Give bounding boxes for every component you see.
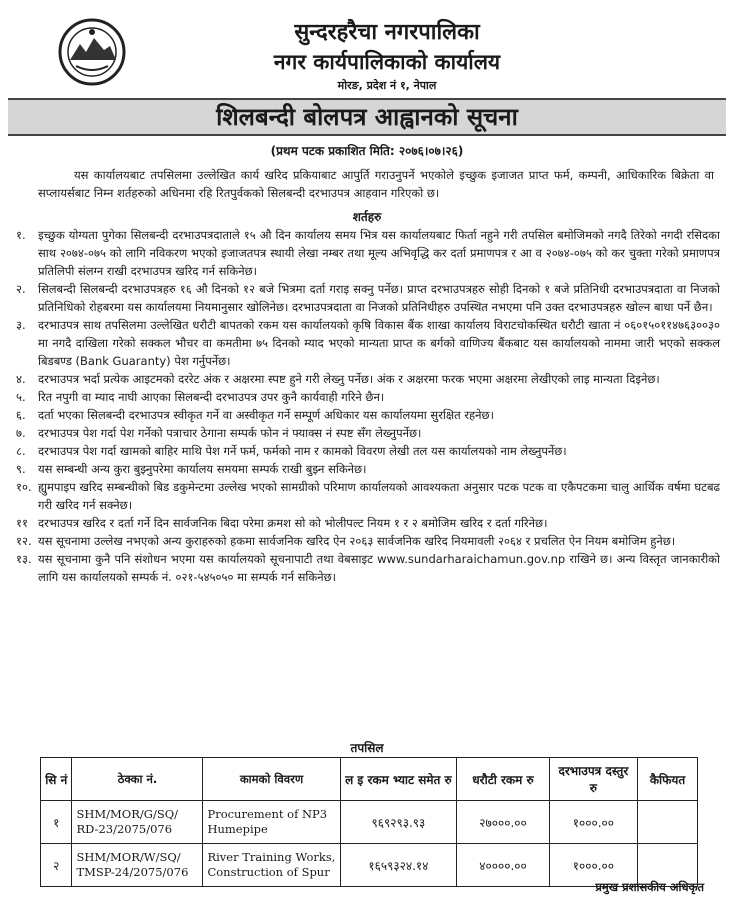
condition-text: यस सम्बन्धी अन्य कुरा बुझ्नुपरेमा कार्यालय समयमा सम्पर्क राखी बुझ्न सकिनेछ। <box>38 462 367 476</box>
condition-text: दरभाउपत्र भर्दा प्रत्येक आइटमको दररेट अंक र अक्षरमा स्पष्ट हुने गरी लेख्नु पर्नेछ। अंक र अक्षरमा फरक भएमा अक्षरमा लेखीएको लाइ मान्यता दिइनेछ। <box>38 372 660 386</box>
condition-item <box>16 478 720 514</box>
condition-item <box>16 370 720 388</box>
cell-contract-no: SHM/MOR/W/SQ/ TMSP-24/2075/076 <box>72 844 203 887</box>
office-name: नगर कार्यपालिकाको कार्यालय <box>273 50 501 74</box>
condition-number: १०. <box>16 480 32 494</box>
cell-sn: १ <box>41 801 72 844</box>
condition-number: ३. <box>16 318 26 332</box>
header-amount: ल इ रकम भ्याट समेत रु <box>340 758 457 801</box>
letterhead <box>0 8 734 94</box>
condition-item <box>16 280 720 316</box>
condition-text: दरभाउपत्र पेश गर्दा खामको बाहिर माथि पेश गर्ने फर्म, फर्मको नाम र कामको विवरण लेखी तल यस कार्यालयको नाम लेख्नुपर्नेछ। <box>38 444 567 458</box>
condition-number: १३. <box>16 552 32 566</box>
header-deposit: धरौटी रकम रु <box>457 758 549 801</box>
condition-text: सिलबन्दी सिलबन्दी दरभाउपत्रहरु १६ औ दिनको १२ बजे भित्रमा दर्ता गराइ सक्नु पर्नेछ। प्राप्त दरभाउपत्रहरु सोही दिनको १ बजे प्रतिनिधी दरभाउपत्रदाता वा निजको प्रतिनिधिको रोहबरमा यस कार्यालयमा नियमानुसार खोलिनेछ। दरभाउपत्रदाता वा निजको प्रतिनिधीहरु उपस्थित नभएमा पनि उक्त दरभाउपत्रहरु खोल्न बाधा पर्ने छैन। <box>38 282 720 314</box>
signatory-title: प्रमुख प्रशासकीय अधिकृत <box>595 880 704 894</box>
cell-description: Procurement of NP3 Humepipe <box>203 801 340 844</box>
condition-item <box>16 316 720 370</box>
condition-number: ११ <box>16 516 28 530</box>
condition-text: दरभाउपत्र खरिद र दर्ता गर्ने दिन सार्वजनिक बिदा परेमा क्रमश सो को भोलीपल्ट नियम १ र २ बमोजिम खरिद र दर्ता गरिनेछ। <box>38 516 548 530</box>
table-header-row <box>41 758 698 801</box>
org-name: सुन्दरहरैचा नगरपालिका <box>294 20 480 45</box>
condition-item <box>16 424 720 442</box>
cell-description: River Training Works, Construction of Spur <box>203 844 340 887</box>
condition-number: १. <box>16 228 26 242</box>
header-fee: दरभाउपत्र दस्तुर रु <box>549 758 637 801</box>
condition-text: यस सूचनामा उल्लेख नभएको अन्य कुराहरुको हकमा सार्वजनिक खरिद ऐन २०६३ सार्वजनिक खरिद नियमावली २०६४ र प्रचलित ऐन नियम बमोजिम हुनेछ। <box>38 534 676 548</box>
condition-number: ६. <box>16 408 26 422</box>
notice-title: शिलबन्दी बोलपत्र आह्वानको सूचना <box>8 98 726 136</box>
table-row <box>41 801 698 844</box>
tender-table <box>40 757 698 887</box>
condition-number: १२. <box>16 534 32 548</box>
publish-date: (प्रथम पटक प्रकाशित मिति: २०७६।०७।२६) <box>270 144 464 158</box>
condition-text: दर्ता भएका सिलबन्दी दरभाउपत्र स्वीकृत गर्ने वा अस्वीकृत गर्ने सम्पूर्ण अधिकार यस कार्यालयमा सुरक्षित रहनेछ। <box>38 408 494 422</box>
intro-paragraph: यस कार्यालयबाट तपसिलमा उल्लेखित कार्य खरिद प्रकियाबाट आपुर्ति गराउनुपर्ने भएकोले इच्छुक इजाजत प्राप्त फर्म, कम्पनी, आधिकारिक बिक्रेता वा सप्लायर्सबाट निम्न शर्तहरुको अधिनमा रहि रितपुर्वकको सिलबन्दी दरभाउपत्र आहवान गरिएको छ। <box>38 168 714 200</box>
header-sn: सि नं <box>41 758 72 801</box>
schedule-heading: तपसिल <box>350 741 384 755</box>
condition-number: २. <box>16 282 26 296</box>
cell-fee: १०००.०० <box>549 844 637 887</box>
condition-text: रित नपुगी वा म्याद नाघी आएका सिलबन्दी दरभाउपत्र उपर कुनै कार्यवाही गरिने छैन। <box>38 390 385 404</box>
condition-number: ५. <box>16 390 26 404</box>
cell-fee: १०००.०० <box>549 801 637 844</box>
cell-amount: ९६९२९३.९३ <box>340 801 457 844</box>
condition-text: इच्छुक योग्यता पुगेका सिलबन्दी दरभाउपत्रदाताले १५ औ दिन कार्यालय समय भित्र यस कार्यालयबाट फिर्ता नहुने गरी तपसिल बमोजिमको नगदै तिरेको नगदी रसिदका साथ २०७४-०७५ को लागि नविकरण भएको इजाजतपत्र स्थायी लेखा नम्बर तथा मूल्य अभिवृद्धि कर दर्ता प्रमाणपत्र र आ व २०७४-०७५ को कर चुक्ता गरेको प्रमाणपत्र प्रतिलिपी संलग्न राखी दरभाउपत्र खरिद गर्न सकिनेछ। <box>38 228 720 278</box>
header-remarks: कैफियत <box>638 758 698 801</box>
cell-deposit: ४००००.०० <box>457 844 549 887</box>
conditions-list <box>16 226 720 586</box>
cell-contract-no: SHM/MOR/G/SQ/ RD-23/2075/076 <box>72 801 203 844</box>
condition-text: ह्युमपाइप खरिद सम्बन्धीको बिड डकुमेन्टमा उल्लेख भएको सामग्रीको परिमाण कार्यालयको आवश्यकता अनुसार पटक पटक वा एकैपटकमा चालु आर्थिक वर्षमा घटबढ गरी खरिद गर्न सक्नेछ। <box>38 480 720 512</box>
condition-item <box>16 388 720 406</box>
condition-item <box>16 460 720 478</box>
condition-item <box>16 532 720 550</box>
org-address: मोरङ, प्रदेश नं १, नेपाल <box>337 79 437 92</box>
header-description: कामको विवरण <box>203 758 340 801</box>
condition-text: दरभाउपत्र साथ तपसिलमा उल्लेखित धरौटी बापतको रकम यस कार्यालयको कृषि विकास बैंक शाखा कार्यालय विराटचोकस्थित धरौटी खाता नं ०६०१५०११४७६३००३० मा नगदै दाखिला गरेको सक्कल भौचर वा कमतीमा ७५ दिनको म्याद भएको मान्यता प्राप्त क बर्गको वाणिज्य बैंकबाट यस कार्यालयको नाममा जारी भएको सक्कल बिडबण्ड (Bank Guaranty) पेश गर्नुपर्नेछ। <box>38 318 720 368</box>
cell-amount: १६५९३२४.१४ <box>340 844 457 887</box>
condition-text: यस सूचनामा कुनै पनि संशोधन भएमा यस कार्यालयको सूचनापाटी तथा वेबसाइट www.sundarharaichamun.gov.np राखिने छ। अन्य विस्तृत जानकारीको लागि यस कार्यालयको सम्पर्क नं. ०२१-५४५०५० मा सम्पर्क गर्न सकिनेछ। <box>38 552 720 584</box>
condition-item <box>16 406 720 424</box>
condition-number: ७. <box>16 426 26 440</box>
cell-sn: २ <box>41 844 72 887</box>
condition-number: ८. <box>16 444 26 458</box>
conditions-heading: शर्तहरु <box>352 210 382 224</box>
condition-item <box>16 550 720 586</box>
condition-number: ९. <box>16 462 26 476</box>
cell-remarks <box>638 801 698 844</box>
condition-item <box>16 442 720 460</box>
cell-deposit: २७०००.०० <box>457 801 549 844</box>
condition-item <box>16 514 720 532</box>
condition-item <box>16 226 720 280</box>
condition-number: ४. <box>16 372 26 386</box>
header-contract-no: ठेक्का नं. <box>72 758 203 801</box>
condition-text: दरभाउपत्र पेश गर्दा पेश गर्नेको पत्राचार ठेगाना सम्पर्क फोन नं फ्याक्स नं स्पष्ट सँग लेख्नुपर्नेछ। <box>38 426 422 440</box>
